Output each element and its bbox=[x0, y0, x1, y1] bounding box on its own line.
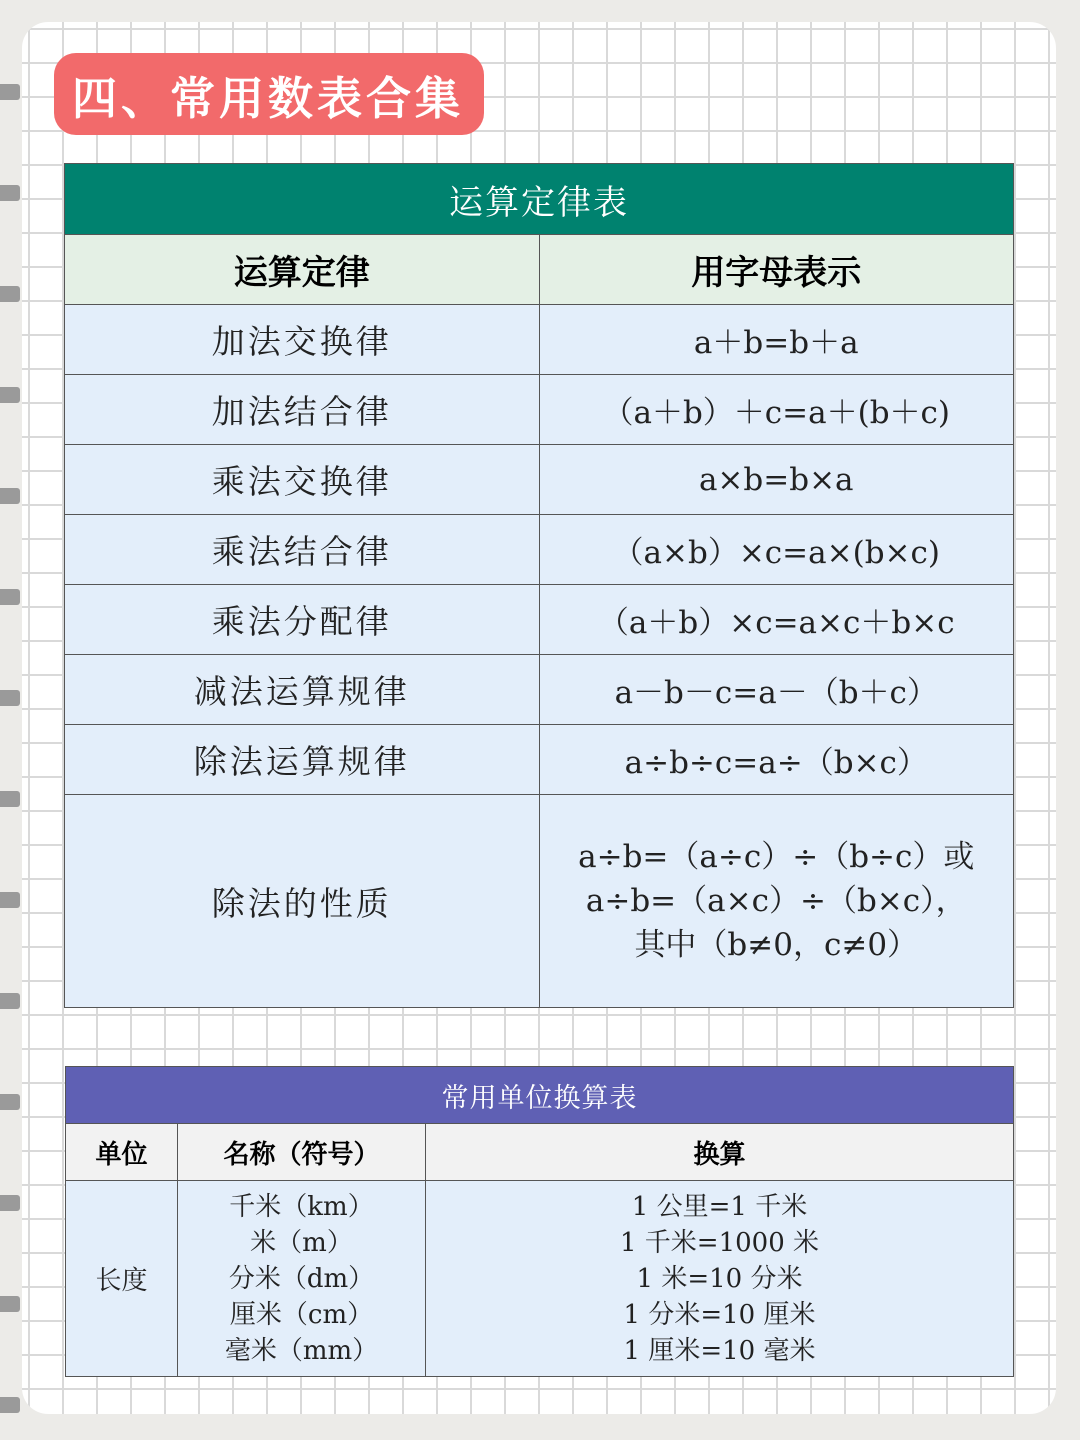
law-name: 除法运算规律 bbox=[65, 725, 540, 795]
unit-name: 毫米（mm） bbox=[224, 1335, 379, 1366]
notebook-binder bbox=[0, 0, 24, 1440]
formula-line: a÷b=（a÷c）÷（b÷c）或 bbox=[578, 839, 975, 875]
conversion: 1 分米=10 厘米 bbox=[623, 1299, 816, 1330]
table-row bbox=[66, 1181, 1014, 1377]
formula-line: a÷b=（a×c）÷（b×c）， bbox=[585, 883, 967, 919]
table-row bbox=[65, 795, 1014, 1008]
law-name: 除法的性质 bbox=[65, 795, 540, 1008]
table-row bbox=[65, 725, 1014, 795]
conversion: 1 米=10 分米 bbox=[636, 1263, 803, 1294]
unit-name: 千米（km） bbox=[229, 1191, 374, 1222]
law-name: 减法运算规律 bbox=[65, 655, 540, 725]
law-name: 加法交换律 bbox=[65, 305, 540, 375]
law-formula bbox=[539, 795, 1014, 1008]
law-name: 乘法分配律 bbox=[65, 585, 540, 655]
law-formula: a＋b=b＋a bbox=[539, 305, 1014, 375]
table-row bbox=[65, 375, 1014, 445]
section-title: 四、常用数表合集 bbox=[54, 53, 484, 135]
table-caption: 常用单位换算表 bbox=[66, 1067, 1014, 1124]
law-name: 加法结合律 bbox=[65, 375, 540, 445]
table-row bbox=[65, 445, 1014, 515]
unit-type: 长度 bbox=[66, 1181, 178, 1377]
column-header-law: 运算定律 bbox=[65, 235, 540, 305]
law-formula: a－b－c=a－（b＋c） bbox=[539, 655, 1014, 725]
law-formula: （a＋b）＋c=a＋(b＋c) bbox=[539, 375, 1014, 445]
law-formula: a÷b÷c=a÷（b×c） bbox=[539, 725, 1014, 795]
table-caption: 运算定律表 bbox=[65, 164, 1014, 235]
column-header-conversion: 换算 bbox=[426, 1124, 1014, 1181]
unit-names bbox=[178, 1181, 426, 1377]
table-row bbox=[65, 585, 1014, 655]
law-name: 乘法交换律 bbox=[65, 445, 540, 515]
unit-name: 分米（dm） bbox=[228, 1263, 375, 1294]
unit-name: 厘米（cm） bbox=[229, 1299, 374, 1330]
law-formula: a×b=b×a bbox=[539, 445, 1014, 515]
table-row bbox=[65, 655, 1014, 725]
conversion: 1 厘米=10 毫米 bbox=[623, 1335, 816, 1366]
unit-conversions bbox=[426, 1181, 1014, 1377]
formula-line: 其中（b≠0，c≠0） bbox=[634, 927, 919, 963]
column-header-unit: 单位 bbox=[66, 1124, 178, 1181]
column-header-formula: 用字母表示 bbox=[539, 235, 1014, 305]
conversion: 1 公里=1 千米 bbox=[631, 1191, 808, 1222]
law-name: 乘法结合律 bbox=[65, 515, 540, 585]
table-row bbox=[65, 305, 1014, 375]
conversion: 1 千米=1000 米 bbox=[619, 1227, 820, 1258]
unit-name: 米（m） bbox=[250, 1227, 353, 1258]
operation-laws-table bbox=[64, 163, 1014, 1008]
unit-conversion-table bbox=[65, 1066, 1014, 1377]
column-header-name: 名称（符号） bbox=[178, 1124, 426, 1181]
table-row bbox=[65, 515, 1014, 585]
law-formula: （a＋b）×c=a×c＋b×c bbox=[539, 585, 1014, 655]
law-formula: （a×b）×c=a×(b×c) bbox=[539, 515, 1014, 585]
